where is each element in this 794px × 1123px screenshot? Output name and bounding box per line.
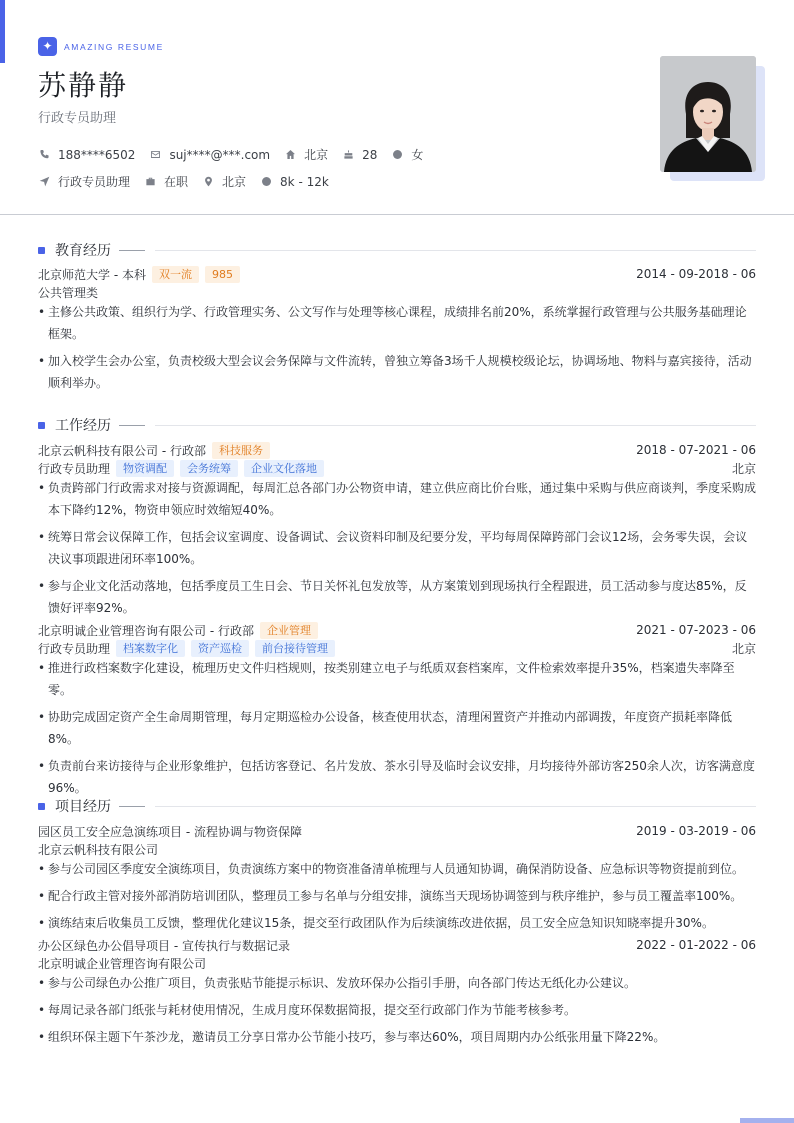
avatar: [660, 56, 756, 172]
intent-position: 行政专员助理: [38, 173, 130, 190]
section-marker: [38, 247, 45, 254]
candidate-title: 行政专员助理: [38, 111, 117, 126]
contact-city: 北京: [284, 146, 328, 163]
work-entry-header: [38, 621, 756, 639]
contact-email: suj****@***.com: [149, 148, 270, 162]
major: 公共管理类: [38, 285, 99, 300]
project-name: 办公区绿色办公倡导项目 - 宣传执行与数据记录: [38, 938, 290, 953]
project-title: 项目经历: [55, 799, 111, 815]
location-icon: [202, 176, 214, 188]
list-item: • 参与公司绿色办公推广项目，负责张贴节能提示标识、发放环保办公指引手册，向各部门传达无纸化办公建议。: [38, 972, 756, 994]
role-tag: 会务统筹: [180, 460, 238, 477]
section-rule: [155, 250, 756, 251]
project-bullets: [38, 972, 756, 1048]
project-bullets: [38, 858, 756, 934]
footer-accent: [740, 1118, 794, 1123]
work-role-line: [38, 459, 756, 477]
contact-phone: 188****6502: [38, 148, 135, 162]
role-tag: 前台接待管理: [255, 640, 335, 657]
home-icon: [284, 149, 296, 161]
role-tag: 档案数字化: [116, 640, 185, 657]
school-name: 北京师范大学 - 本科: [38, 267, 146, 282]
intent-city: 北京: [202, 173, 246, 190]
list-item: • 配合行政主管对接外部消防培训团队，整理员工参与名单与分组安排，演练当天现场协调签到与秩序维护，参与员工覆盖率100%。: [38, 885, 756, 907]
project-org-line: [38, 954, 756, 972]
list-item: • 参与企业文化活动落地，包括季度员工生日会、节日关怀礼包发放等，从方案策划到现场执行全程跟进，员工活动参与度达85%，反馈好评率92%。: [38, 575, 756, 619]
contact-gender: 女: [391, 146, 423, 163]
list-item: • 负责跨部门行政需求对接与资源调配，每周汇总各部门办公物资申请，建立供应商比价台账，通过集中采购与供应商谈判，季度采购成本下降约12%，物资申领应时效缩短40%。: [38, 477, 756, 521]
section-divider: [119, 425, 145, 426]
role: 行政专员助理: [38, 461, 111, 476]
sparkle-icon: ✦: [38, 37, 57, 56]
work-role-line: [38, 639, 756, 657]
project-org: 北京明诚企业管理咨询有限公司: [38, 956, 207, 971]
profile-photo: [660, 56, 765, 181]
work-entry-header: [38, 441, 756, 459]
work-bullets: [38, 657, 756, 799]
contact-row: [38, 146, 437, 163]
list-item: • 协助完成固定资产全生命周期管理，每月定期巡检办公设备，核查使用状态，清理闲置资产并推动内部调拨，年度资产损耗率降低8%。: [38, 706, 756, 750]
role-tag: 资产巡检: [191, 640, 249, 657]
project-section-header: [38, 796, 756, 816]
list-item: • 每周记录各部门纸张与耗材使用情况，生成月度环保数据简报，提交至行政部门作为节能考核参考。: [38, 999, 756, 1021]
brand: [38, 37, 164, 56]
work-date: 2021 - 07-2023 - 06: [636, 623, 756, 637]
briefcase-icon: [144, 176, 156, 188]
work-section-header: [38, 415, 756, 435]
company-tag: 科技服务: [212, 442, 270, 459]
project-org: 北京云帆科技有限公司: [38, 842, 159, 857]
project-entry-header: [38, 936, 756, 954]
list-item: • 负责前台来访接待与企业形象维护，包括访客登记、名片发放、茶水引导及临时会议安排，月均接待外部访客250余人次，访客满意度96%。: [38, 755, 756, 799]
mail-icon: [149, 149, 161, 161]
education-title: 教育经历: [55, 243, 111, 259]
project-org-line: [38, 840, 756, 858]
education-major-line: [38, 283, 756, 301]
project-date: 2019 - 03-2019 - 06: [636, 824, 756, 838]
work-date: 2018 - 07-2021 - 06: [636, 443, 756, 457]
school-tag: 985: [205, 266, 240, 283]
work-city: 北京: [731, 641, 756, 656]
brand-text: AMAZING RESUME: [64, 41, 164, 52]
cake-icon: [342, 149, 354, 161]
work-title: 工作经历: [55, 418, 111, 434]
work-bullets: [38, 477, 756, 619]
list-item: • 参与公司园区季度安全演练项目，负责演练方案中的物资准备清单梳理与人员通知协调，确保消防设备、应急标识等物资提前到位。: [38, 858, 756, 880]
intent-status: 在职: [144, 173, 188, 190]
list-item: • 加入校学生会办公室，负责校级大型会议会务保障与文件流转，曾独立筹备3场千人规模校级论坛，协调场地、物料与嘉宾接待，活动顺利举办。: [38, 350, 756, 394]
role-tag: 物资调配: [116, 460, 174, 477]
work-city: 北京: [731, 461, 756, 476]
list-item: • 演练结束后收集员工反馈，整理优化建议15条，提交至行政团队作为后续演练改进依据，员工安全应急知识知晓率提升30%。: [38, 912, 756, 934]
section-rule: [155, 806, 756, 807]
school-tag: 双一流: [152, 266, 199, 283]
project-entry-header: [38, 822, 756, 840]
role-tag: 企业文化落地: [244, 460, 324, 477]
project-date: 2022 - 01-2022 - 06: [636, 938, 756, 952]
candidate-name: 苏静静: [38, 69, 129, 102]
section-divider: [119, 806, 145, 807]
list-item: • 推进行政档案数字化建设，梳理历史文件归档规则，按类别建立电子与纸质双套档案库，文件检索效率提升35%，档案遗失率降至零。: [38, 657, 756, 701]
phone-icon: [38, 149, 50, 161]
section-rule: [155, 425, 756, 426]
contact-age: 28: [342, 148, 377, 162]
company-tag: 企业管理: [260, 622, 318, 639]
list-item: • 统筹日常会议保障工作，包括会议室调度、设备调试、会议资料印制及纪要分发，平均每周保障跨部门会议12场，会务零失误，会议决议事项跟进闭环率100%。: [38, 526, 756, 570]
section-divider: [119, 250, 145, 251]
resume-header: [0, 0, 794, 215]
list-item: • 主修公共政策、组织行为学、行政管理实务、公文写作与处理等核心课程，成绩排名前20%，系统掌握行政管理与公共服务基础理论框架。: [38, 301, 756, 345]
company-name: 北京明诚企业管理咨询有限公司 - 行政部: [38, 623, 254, 638]
project-name: 园区员工安全应急演练项目 - 流程协调与物资保障: [38, 824, 302, 839]
section-marker: [38, 422, 45, 429]
send-icon: [38, 176, 50, 188]
education-section-header: [38, 240, 756, 260]
education-entry-header: [38, 265, 756, 283]
role: 行政专员助理: [38, 641, 111, 656]
intent-row: [38, 173, 343, 190]
company-name: 北京云帆科技有限公司 - 行政部: [38, 443, 206, 458]
gender-icon: [391, 149, 403, 161]
list-item: • 组织环保主题下午茶沙龙，邀请员工分享日常办公节能小技巧，参与率达60%，项目周期内办公纸张用量下降22%。: [38, 1026, 756, 1048]
salary-icon: [260, 176, 272, 188]
section-marker: [38, 803, 45, 810]
education-bullets: [38, 301, 756, 394]
education-date: 2014 - 09-2018 - 06: [636, 267, 756, 281]
intent-salary: 8k - 12k: [260, 175, 329, 189]
